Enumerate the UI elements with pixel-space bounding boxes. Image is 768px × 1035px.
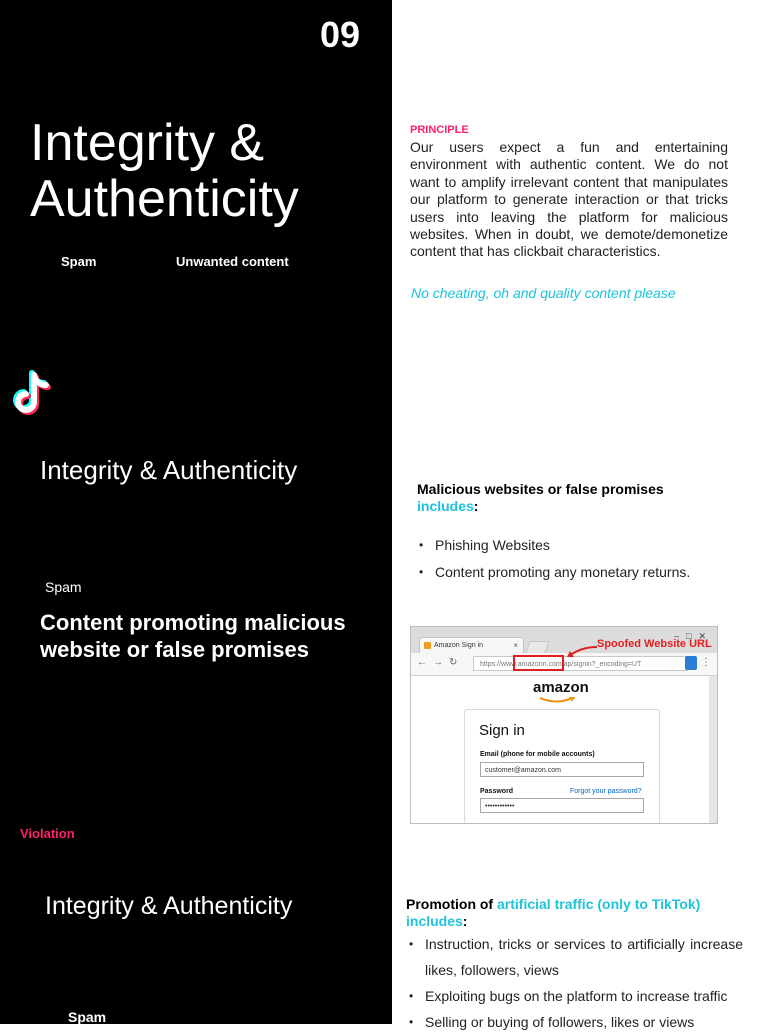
section2-tag-spam: Spam (45, 579, 82, 595)
browser-toolbar (411, 653, 717, 676)
browser-tab-label: Amazon Sign in (434, 642, 484, 649)
section2-heading-includes: includes (417, 498, 474, 514)
list-item: • Selling or buying of followers, likes or views (405, 1009, 743, 1035)
email-field: customer@amazon.com (480, 762, 644, 777)
amazon-logo: amazon (533, 679, 589, 696)
forgot-password-link: Forgot your password? (570, 788, 642, 795)
browser-url: https://www.amazonn.com/ap/signin?_encoding=UT (473, 656, 688, 671)
close-icon: × (513, 641, 518, 650)
favicon-icon (424, 642, 431, 649)
page-number: 09 (320, 14, 361, 55)
amazon-smile-icon (539, 697, 575, 703)
section2-heading (417, 481, 717, 515)
url-highlight-box (513, 655, 564, 671)
section3-heading-prefix: Promotion of (406, 896, 497, 912)
phishing-screenshot (410, 626, 718, 824)
principle-body: Our users expect a fun and entertaining environment with authentic content. We do not want to amplify irrelevant content that manipulates our platform to generate interaction or that tricks users into leaving the platform for malicious websites. When in doubt, we demote/demonetize content that has clickbait characteristics. (410, 139, 728, 260)
tiktok-logo-icon (6, 366, 56, 422)
principle-tagline: No cheating, oh and quality content please (411, 285, 676, 301)
list-item: • Content promoting any monetary returns. (415, 564, 735, 581)
section3-tag-spam: Spam (68, 1009, 107, 1025)
section3-heading-highlight: artificial traffic (only to TikTok) (497, 896, 701, 912)
list-item: • Exploiting bugs on the platform to increase traffic (405, 983, 743, 1009)
violation-label: Violation (20, 826, 75, 841)
nav-arrows-icon: ←→↻ (417, 657, 464, 668)
section3-heading-includes: includes (406, 913, 463, 929)
extension-icon (685, 656, 697, 670)
section2-heading-colon: : (473, 498, 479, 514)
scrollbar (709, 676, 717, 823)
list-item: • Instruction, tricks or services to artificially increase likes, followers, views (405, 931, 743, 983)
section3-bullets (405, 931, 743, 1035)
violation-title: Content promoting malicious website or false promises (40, 610, 346, 662)
menu-dots-icon: ⋮ (701, 657, 711, 668)
section3-title: Integrity & Authenticity (45, 892, 293, 920)
email-label: Email (phone for mobile accounts) (480, 751, 595, 758)
browser-page (411, 676, 709, 823)
browser-tab (419, 637, 524, 653)
page-title: Integrity & Authenticity (30, 114, 299, 228)
section3-heading (406, 896, 746, 930)
arrow-icon (565, 645, 599, 659)
tag-spam: Spam (61, 254, 97, 269)
window-controls-icon: –□✕ (674, 631, 713, 641)
section2-title: Integrity & Authenticity (40, 455, 298, 485)
section3-heading-colon: : (462, 913, 468, 929)
tag-unwanted-content: Unwanted content (176, 254, 289, 269)
signin-box (464, 709, 660, 824)
section2-heading-main: Malicious websites or false promises (417, 481, 664, 497)
spoof-label: Spoofed Website URL (597, 638, 712, 650)
section2-bullets (415, 537, 735, 581)
principle-label: PRINCIPLE (410, 124, 469, 136)
password-field: •••••••••••• (480, 798, 644, 813)
list-item: • Phishing Websites (415, 537, 735, 554)
password-label: Password (480, 788, 514, 795)
signin-title: Sign in (479, 722, 525, 739)
